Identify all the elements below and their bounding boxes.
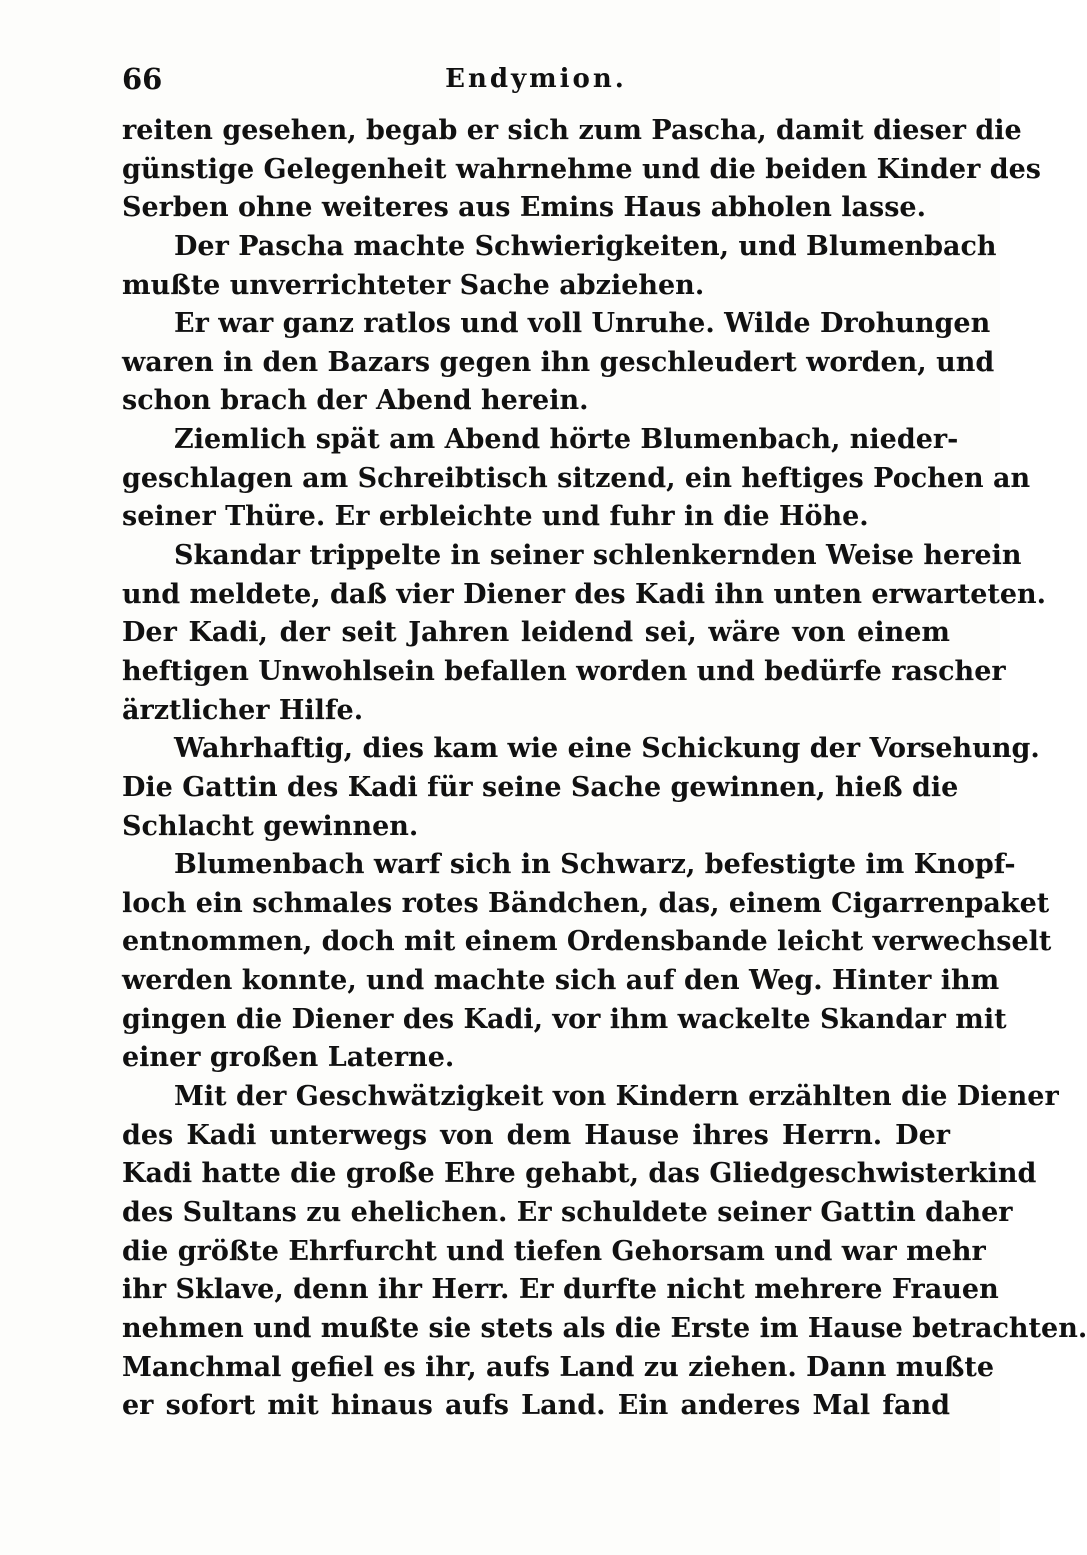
text-line: Manchmal gefiel es ihr, aufs Land zu ziehen. Dann mußte: [122, 1351, 995, 1383]
text-line: des Sultans zu ehelichen. Er schuldete seiner Gattin daher: [122, 1196, 1013, 1228]
text-line: einer großen Laterne.: [122, 1042, 455, 1074]
body-text: [122, 112, 1087, 1426]
text-line: mußte unverrichteter Sache abziehen.: [122, 269, 705, 301]
page-number: 66: [122, 62, 163, 96]
text-line: Wahrhaftig, dies kam wie eine Schickung der Vorsehung.: [174, 733, 1040, 765]
text-line: waren in den Bazars gegen ihn geschleudert worden, und: [122, 346, 995, 378]
text-line: loch ein schmales rotes Bändchen, das, einem Cigarrenpaket: [122, 887, 1050, 919]
text-line: seiner Thüre. Er erbleichte und fuhr in die Höhe.: [122, 501, 869, 533]
text-line: Serben ohne weiteres aus Emins Haus abholen lasse.: [122, 192, 926, 224]
text-line: Die Gattin des Kadi für seine Sache gewinnen, hieß die: [122, 771, 959, 803]
text-line: Skandar trippelte in seiner schlenkernden Weise herein: [174, 540, 1022, 572]
page-header: [122, 62, 950, 102]
text-line: die größte Ehrfurcht und tiefen Gehorsam und war mehr: [122, 1235, 986, 1267]
text-line: werden konnte, und machte sich auf den Weg. Hinter ihm: [122, 965, 1000, 997]
text-line: entnommen, doch mit einem Ordensbande leicht verwechselt: [122, 926, 1052, 958]
running-head: Endymion.: [445, 64, 627, 94]
text-line: geschlagen am Schreibtisch sitzend, ein heftiges Pochen an: [122, 462, 1031, 494]
text-line: Der Pascha machte Schwierigkeiten, und Blumenbach: [174, 230, 997, 262]
text-line: des Kadi unterwegs von dem Hause ihres Herrn. Der: [122, 1119, 950, 1151]
text-line: Der Kadi, der seit Jahren leidend sei, wäre von einem: [122, 617, 950, 649]
text-line: Ziemlich spät am Abend hörte Blumenbach, nieder-: [174, 424, 959, 456]
text-line: gingen die Diener des Kadi, vor ihm wackelte Skandar mit: [122, 1003, 1007, 1035]
text-line: schon brach der Abend herein.: [122, 385, 589, 417]
text-line: und meldete, daß vier Diener des Kadi ihn unten erwarteten.: [122, 578, 1047, 610]
text-line: heftigen Unwohlsein befallen worden und bedürfe rascher: [122, 655, 1006, 687]
text-line: Kadi hatte die große Ehre gehabt, das Gliedgeschwisterkind: [122, 1158, 1037, 1190]
text-line: nehmen und mußte sie stets als die Erste im Hause betrachten.: [122, 1312, 1087, 1344]
text-line: reiten gesehen, begab er sich zum Pascha, damit dieser die: [122, 115, 1022, 146]
text-line: günstige Gelegenheit wahrnehme und die beiden Kinder des: [122, 153, 1041, 185]
text-line: Mit der Geschwätzigkeit von Kindern erzählten die Diener: [174, 1081, 1059, 1113]
text-line: er sofort mit hinaus aufs Land. Ein anderes Mal fand: [122, 1390, 950, 1422]
text-line: ihr Sklave, denn ihr Herr. Er durfte nicht mehrere Frauen: [122, 1274, 999, 1306]
text-line: Er war ganz ratlos und voll Unruhe. Wilde Drohungen: [174, 308, 991, 340]
text-line: Schlacht gewinnen.: [122, 810, 419, 842]
text-line: Blumenbach warf sich in Schwarz, befestigte im Knopf-: [174, 849, 1016, 881]
text-line: ärztlicher Hilfe.: [122, 694, 364, 726]
